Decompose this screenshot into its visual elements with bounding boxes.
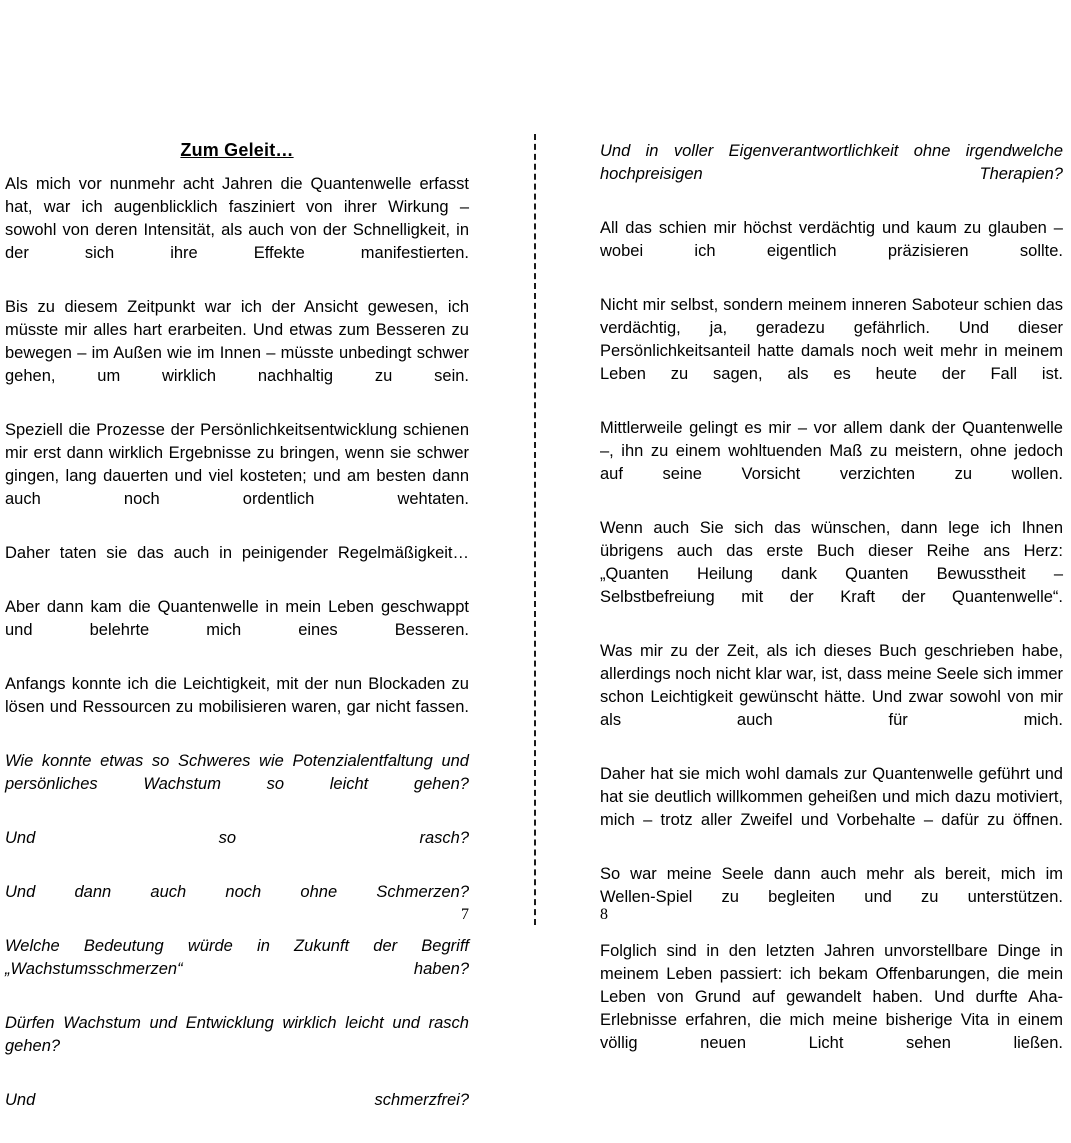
- body-paragraph-italic: Und dann auch noch ohne Schmerzen?: [5, 883, 469, 901]
- body-paragraph: Daher taten sie das auch in peinigender Regelmäßigkeit…: [5, 544, 469, 562]
- page-title: Zum Geleit…: [180, 140, 294, 160]
- left-page-column: [5, 140, 469, 1143]
- body-paragraph: Mittlerweile gelingt es mir – vor allem dank der Quantenwelle –, ihn zu einem wohltuenden Maß zu meistern, ohne jedoch auf seine Vorsicht verzichten zu wollen.: [600, 419, 1063, 483]
- body-paragraph: Nicht mir selbst, sondern meinem inneren Saboteur schien das verdächtig, ja, geradezu gefährlich. Und dieser Persönlichkeitsanteil hatte damals noch weit mehr in meinem Leben zu sagen, als es heute der Fall ist.: [600, 296, 1063, 383]
- page-gutter-divider: [534, 134, 536, 925]
- left-page-body: [5, 173, 469, 1135]
- body-paragraph: All das schien mir höchst verdächtig und kaum zu glauben – wobei ich eigentlich präzisieren sollte.: [600, 219, 1063, 260]
- body-paragraph: Wenn auch Sie sich das wünschen, dann lege ich Ihnen übrigens auch das erste Buch dieser Reihe ans Herz: „Quanten Heilung dank Quanten Bewusstheit – Selbstbefreiung mit der Kraft der Quantenwelle“.: [600, 519, 1063, 606]
- page-number-right: 8: [600, 906, 608, 923]
- page-number-left: 7: [461, 906, 469, 923]
- body-paragraph: Anfangs konnte ich die Leichtigkeit, mit der nun Blockaden zu lösen und Ressourcen zu mobilisieren waren, gar nicht fassen.: [5, 675, 469, 716]
- body-paragraph: Daher hat sie mich wohl damals zur Quantenwelle geführt und hat sie deutlich willkommen geheißen und mich dazu motiviert, mich – trotz aller Zweifel und Vorbehalte – dafür zu öffnen.: [600, 765, 1063, 829]
- body-paragraph: Als mich vor nunmehr acht Jahren die Quantenwelle erfasst hat, war ich augenblicklich fasziniert von ihrer Wirkung – sowohl von deren Intensität, als auch von der Schnelligkeit, in der sich ihre Effekte manifestierten.: [5, 175, 469, 262]
- body-paragraph: Speziell die Prozesse der Persönlichkeitsentwicklung schienen mir erst dann wirklich Ergebnisse zu bringen, wenn sie schwer gingen, lang dauerten und viel kosteten; und am besten dann auch noch ordentlich wehtaten.: [5, 421, 469, 508]
- body-paragraph-italic: Dürfen Wachstum und Entwicklung wirklich leicht und rasch gehen?: [5, 1014, 469, 1055]
- body-paragraph: Folglich sind in den letzten Jahren unvorstellbare Dinge in meinem Leben passiert: ich bekam Offenbarungen, die mein Leben von Grund auf gewandelt haben. Und durfte Aha-Erlebnisse erfahren, die mich meine bisherige Vita in einem völlig neuen Licht sehen ließen.: [600, 942, 1063, 1052]
- body-paragraph-italic: Welche Bedeutung würde in Zukunft der Begriff „Wachstumsschmerzen“ haben?: [5, 937, 469, 978]
- body-paragraph-italic: Und schmerzfrei?: [5, 1091, 469, 1109]
- body-paragraph-italic: Und so rasch?: [5, 829, 469, 847]
- body-paragraph: Aber dann kam die Quantenwelle in mein Leben geschwappt und belehrte mich eines Besseren.: [5, 598, 469, 639]
- body-paragraph: Was mir zu der Zeit, als ich dieses Buch geschrieben habe, allerdings noch nicht klar war, ist, dass meine Seele sich immer schon Leichtigkeit gewünscht hätte. Und zwar sowohl von mir als auch für mich.: [600, 642, 1063, 729]
- body-paragraph-italic: Und in voller Eigenverantwortlichkeit ohne irgendwelche hochpreisigen Therapien?: [600, 142, 1063, 183]
- body-paragraph: So war meine Seele dann auch mehr als bereit, mich im Wellen-Spiel zu begleiten und zu unterstützen.: [600, 865, 1063, 906]
- body-paragraph: Bis zu diesem Zeitpunkt war ich der Ansicht gewesen, ich müsste mir alles hart erarbeiten. Und etwas zum Besseren zu bewegen – im Außen wie im Innen – müsste unbedingt schwer gehen, um wirklich nachhaltig zu sein.: [5, 298, 469, 385]
- body-paragraph-italic: Wie konnte etwas so Schweres wie Potenzialentfaltung und persönliches Wachstum so leicht gehen?: [5, 752, 469, 793]
- right-page-body: [600, 140, 1063, 1078]
- right-page-column: [600, 140, 1063, 1086]
